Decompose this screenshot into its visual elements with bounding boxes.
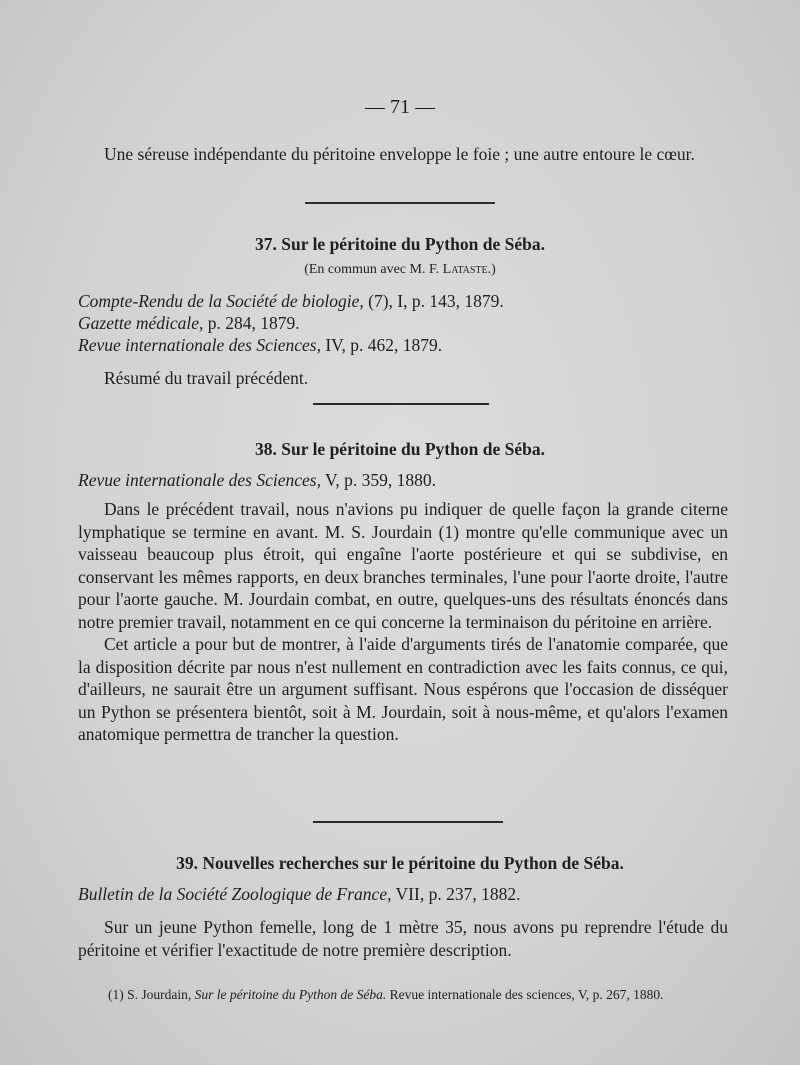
- page-number: — 71 —: [365, 96, 435, 118]
- citation-source: Bulletin de la Société Zoologique de France,: [78, 884, 392, 904]
- section-37-summary: [78, 367, 728, 390]
- citation-details: (7), I, p. 143, 1879.: [363, 291, 504, 311]
- section-divider: [313, 403, 489, 405]
- section-38-body: [78, 498, 728, 746]
- intro-paragraph: [78, 143, 728, 166]
- coauthor-suffix: .): [487, 262, 496, 277]
- footnote-marker: (1) S. Jourdain,: [108, 987, 195, 1002]
- section-39-citation: [78, 883, 728, 905]
- citation-source: Compte-Rendu de la Société de biologie,: [78, 291, 364, 311]
- section-37-title: 37. Sur le péritoine du Python de Séba.: [255, 234, 545, 254]
- citation-details: p. 284, 1879.: [203, 313, 300, 333]
- section-39-body: [78, 916, 728, 961]
- footnote-rest: Revue internationale des sciences, V, p. 267, 1880.: [386, 987, 664, 1002]
- section-39-title: 39. Nouvelles recherches sur le péritoine du Python de Séba.: [176, 853, 624, 873]
- coauthor-name: Lataste: [442, 262, 488, 277]
- section-38-paragraph-2: Cet article a pour but de montrer, à l'aide d'arguments tirés de l'anatomie comparée, que la disposition décrite par nous n'est nullement en contradiction avec les faits connus, ce qui, d'ailleurs, ne saurait être un argument suffisant. Nous espérons que l'occasion de disséquer un Python se présentera bientôt, soit à M. Jourdain, soit à nous-même, et qu'alors l'examen anatomique permettra de trancher la question.: [78, 634, 728, 744]
- citation-details: V, p. 359, 1880.: [320, 470, 437, 490]
- citation: [78, 334, 728, 356]
- section-divider: [305, 202, 495, 204]
- footnote: [108, 987, 748, 1003]
- citation: [78, 312, 728, 334]
- citation-details: IV, p. 462, 1879.: [320, 335, 443, 355]
- intro-text: Une séreuse indépendante du péritoine enveloppe le foie ; une autre entoure le cœur.: [104, 144, 695, 164]
- footnote-title: Sur le péritoine du Python de Séba.: [194, 987, 387, 1002]
- section-37-citations: [78, 290, 728, 356]
- section-38-citation: [78, 469, 728, 491]
- citation: [78, 290, 728, 312]
- section-divider: [313, 821, 503, 823]
- citation-details: VII, p. 237, 1882.: [391, 884, 521, 904]
- summary-text: Résumé du travail précédent.: [104, 368, 309, 388]
- citation-source: Revue internationale des Sciences,: [78, 470, 321, 490]
- section-37-coauthor: [0, 262, 800, 278]
- citation-source: Gazette médicale,: [78, 313, 204, 333]
- section-39-paragraph: Sur un jeune Python femelle, long de 1 mètre 35, nous avons pu reprendre l'étude du péritoine et vérifier l'exactitude de notre première description.: [78, 917, 728, 960]
- section-38-paragraph-1: Dans le précédent travail, nous n'avions pu indiquer de quelle façon la grande citerne lymphatique se termine en avant. M. S. Jourdain (1) montre qu'elle communique avec un vaisseau beaucoup plus étroit, qui engaîne l'aorte postérieure et qui se subdivise, en conservant les mêmes rapports, en deux branches terminales, l'une pour l'aorte droite, l'autre pour l'aorte gauche. M. Jourdain combat, en outre, quelques-uns des résultats énoncés dans notre premier travail, notamment en ce qui concerne la terminaison du péritoine en arrière.: [78, 499, 728, 632]
- section-38-title: 38. Sur le péritoine du Python de Séba.: [255, 439, 545, 459]
- citation-source: Revue internationale des Sciences,: [78, 335, 321, 355]
- coauthor-prefix: (En commun avec M. F.: [304, 262, 443, 277]
